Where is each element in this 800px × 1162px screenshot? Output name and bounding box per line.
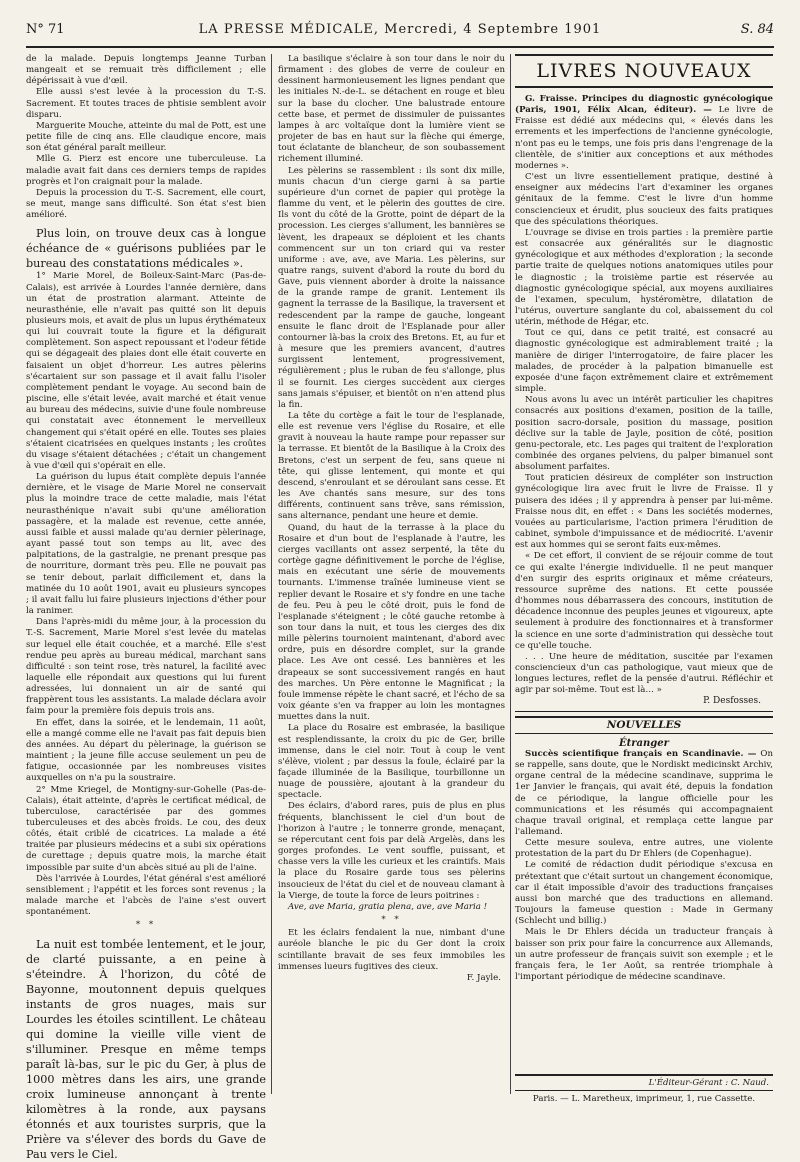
printer-credit: Paris. — L. Maretheux, imprimeur, 1, rue Cassette. bbox=[532, 1094, 756, 1104]
paragraph: Dès l'arrivée à Lourdes, l'état général s'est amélioré sensiblement ; l'appétit et les forces sont revenus ; la malade marche et l'abcès de l'aine s'est ouvert spontanément. bbox=[26, 873, 266, 918]
page-number: N° 71 bbox=[26, 22, 65, 37]
paragraph-lead: Plus loin, on trouve deux cas à longue échéance de « guérisons publiées par le bureau des constatations médicales ». bbox=[26, 227, 266, 271]
paragraph: Et les éclairs fendaient la nue, nimbant d'une auréole blanche le pic du Ger dont la croix scintillante bravait de ses feux immobiles les immenses lueurs fugitives des cieux. bbox=[278, 928, 505, 972]
paragraph: Cette mesure souleva, entre autres, une violente protestation de la part du Dr Ehlers (de Copenhague). bbox=[515, 838, 773, 860]
column-rule-1 bbox=[271, 54, 272, 1094]
paragraph: Le comité de rédaction dudit périodique s'excusa en prétextant que c'était surtout un changement économique, car il était impossible d'avoir des traductions françaises aussi bon marché que des traductions en allemand. Toujours la fameuse question : Made in Germany (Schlecht und billig.) bbox=[515, 860, 773, 927]
masthead: LA PRESSE MÉDICALE, Mercredi, 4 Septembre 1901 bbox=[198, 22, 602, 37]
paragraph: « De cet effort, il convient de se réjouir comme de tout ce qui exalte l'énergie individuelle. Il ne peut manquer d'en surgir des esprits originaux et même créateurs, ressource suprême des nations. Et cette poussée d'hommes nous débarrassera des concours, institution de décadence inconnue des peuples jeunes et vigoureux, apte seulement à produire des fonctionnaires et à transformer la science en une sorte d'administration qui dessèche tout ce qu'elle touche. bbox=[515, 551, 773, 651]
review-title: G. Fraisse. Principes du diagnostic gynécologique (Paris, 1901, Félix Alcan, éditeur). — bbox=[515, 94, 773, 116]
news-text: On se rappelle, sans doute, que le Nordiskt medicinskt Archiv, organe central de la médecine scandinave, supprima le 1er Janvier le français, qui avait été, depuis la fondation de ce périodique, la langue officielle pour les communications et les résumés qui accompagnaient chaque travail original, et remplaça cette langue par l'allemand. bbox=[515, 748, 774, 837]
paragraph: La place du Rosaire est embrasée, la basilique est resplendissante, la croix du pic de Ger, brille immense, dans le ciel noir. Tout à coup le vent s'élève, violent ; par dessus la foule, éclairé par la façade illuminée de la Basilique, tourbillonne un nuage de poussière, ajoutant à la grandeur du spectacle. bbox=[278, 723, 505, 801]
column-middle bbox=[278, 54, 505, 1078]
editor-credit: L'Éditeur-Gérant : C. Naud. bbox=[515, 1074, 773, 1091]
paragraph: Mlle G. Pierz est encore une tuberculeuse. La maladie avait fait dans ces derniers temps de rapides progrès et l'on craignait pour la malade. bbox=[26, 154, 266, 187]
paragraph: Marguerite Mouche, atteinte du mal de Pott, est une petite fille de cinq ans. Elle claudique encore, mais son état général paraît meilleur. bbox=[26, 120, 267, 154]
review-text: Le livre de Fraisse est dédié aux médecins qui, « élevés dans les errements et les imperfections de l'ancienne gynécologie, n'ont pas eu le temps, une fois pris dans l'engrenage de la clientèle, de s'initier aux conceptions et aux méthodes modernes ». bbox=[515, 105, 774, 171]
paragraph: La tête du cortège a fait le tour de l'esplanade, elle est revenue vers l'église du Rosaire, et elle gravit à nouveau la haute rampe pour repasser sur la terrasse. Et bientôt de la Basilique à la Croix des Bretons, c'est un serpent de feu, sans queue ni tête, qui glisse lentement, qui monte et qui descend, s'enroulant et se déroulant sans cesse. Et les Ave chantés sans mesure, sur des tons différents, continuent sans trêve, sans rémission, sans alternance, pendant une heure et demie. bbox=[278, 411, 505, 522]
paragraph: Quand, du haut de la terrasse à la place du Rosaire et d'un bout de l'esplanade à l'autre, les cierges vacillants ont assez serpenté, la tête du cortège gagne définitivement le porche de l'église, mais en exécutant une série de mouvements tournants. L'immense traînée lumineuse vient se replier devant le Rosaire et s'y fondre en une tache de feu. Peu à peu le côté droit, puis le fond de l'esplanade s'éteignent ; le côté gauche retombe à son tour dans la nuit, et tous les cierges des dix mille pèlerins tournoient maintenant, d'abord avec ordre, puis en désordre complet, sur la grande place. Les Ave ont cessé. Les bannières et les drapeaux se sont successivement rangés en haut des marches. Un Père entonne le Magnificat ; la foule immense répète le chant sacré, et l'écho de sa voix géante s'en va frapper au loin les montagnes muettes dans la nuit. bbox=[278, 522, 505, 723]
column-rule-2 bbox=[510, 54, 511, 1094]
news-title: Succès scientifique français en Scandinavie. — bbox=[525, 748, 757, 759]
paragraph: En effet, dans la soirée, et le lendemain, 11 août, elle a mangé comme elle ne l'avait pas fait depuis bien des années. Au départ du pèlerinage, la guérison se maintient ; la jeune fille accuse seulement un peu de fatigue, occasionnée par les nombreuses visites auxquelles on n'a pu la soustraire. bbox=[26, 717, 266, 784]
page-credits bbox=[515, 1074, 773, 1104]
paragraph: 2° Mme Kriegel, de Montigny-sur-Gohelle (Pas-de-Calais), était atteinte, d'après le certificat médical, de tuberculose, caractérisée par des gommes tuberculeuses et des abcès froids. Le cou, des deux côtés, était criblé de cicatrices. La malade a été traitée par plusieurs médecins et a subi six opérations de curettage ; depuis quatre mois, la marche était impossible par suite d'un abcès situé au pli de l'aine. bbox=[26, 784, 266, 873]
divider bbox=[515, 711, 773, 712]
review-signature: P. Desfosses. bbox=[703, 696, 761, 707]
paragraph: Elle aussi s'est levée à la procession du T.-S. Sacrement. Et toutes traces de phtisie semblent avoir disparu. bbox=[26, 87, 266, 120]
paragraph: C'est un livre essentiellement pratique, destiné à enseigner aux médecins l'art d'examiner les organes génitaux de la femme. C'est le livre d'un homme consciencieux et érudit, plus soucieux des faits pratiques que des spéculations théoriques. bbox=[515, 172, 773, 227]
paragraph: . . . Une heure de méditation, suscitée par l'examen consciencieux d'un cas pathologique, vaut mieux que de longues lectures, reflet de la pensée d'autrui. Réfléchir et agir par soi-même. Tout est là… » bbox=[515, 651, 773, 696]
paragraph: Dans l'après-midi du même jour, à la procession du T.-S. Sacrement, Marie Morel s'est levée du matelas sur lequel elle était couchée, et a marché. Elle s'est rendue peu après au bureau médical, marchant sans difficulté : son teint rose, très naturel, la facilité avec laquelle elle répondait aux questions qui lui furent adressées, lui donnaient un air de santé qui frappèrent tous les assistants. La malade déclara avoir faim pour la première fois depuis trois ans. bbox=[26, 617, 266, 717]
paragraph: L'ouvrage se divise en trois parties : la première partie est consacrée aux généralités sur le diagnostic gynécologique et aux méthodes d'exploration ; la seconde partie traite de quelques notions anatomiques utiles pour le diagnostic ; la troisième partie est réservée au diagnostic gynécologique spécial, aux moyens auxiliaires de l'examen, speculum, hystéromètre, dilatation de l'utérus, ouverture sanglante du col, abaissement du col utérin, méthode de Hégar, etc. bbox=[515, 227, 773, 328]
column-left bbox=[26, 54, 267, 1161]
section-separator: * * bbox=[135, 920, 157, 931]
column-right bbox=[515, 54, 773, 1078]
news-subsection-title: Étranger bbox=[619, 737, 669, 749]
paragraph: 1° Marie Morel, de Boileux-Saint-Marc (Pas-de-Calais), est arrivée à Lourdes l'année dernière, dans un état de prostration alarmant. Atteinte de neurasthénie, elle n'avait pas quitté son lit depuis plusieurs mois, et avait de plus un lupus érythémateux qui lui couvrait toute la figure et la défigurait complètement. Son aspect repoussant et l'odeur fétide qui se dégageait des plaies dont elle était couverte en faisaient un objet d'horreur. Les autres pèlerins s'écartaient sur son passage et il avait fallu l'isoler complètement pendant le voyage. Au second bain de piscine, elle s'était levée, avait marché et était venue au bureau des médecins, suivie d'une foule nombreuse qui constatait avec étonnement le merveilleux changement qui s'était opéré en elle. Toutes ses plaies s'étaient cicatrisées en quelques instants ; les croûtes du visage s'étaient détachées ; c'était un changement à vue d'œil qui s'opérait en elle. bbox=[26, 271, 266, 471]
paragraph: Les pèlerins se rassemblent : ils sont dix mille, munis chacun d'un cierge garni à sa partie supérieure d'un cornet de papier qui protège la flamme du vent, et le pèlerin des gouttes de cire. Ils vont du côté de la Grotte, point de départ de la procession. Les cierges s'allument, les bannières se lèvent, les drapeaux se déploient et les chants commencent sur un ton criard qui va rester uniforme : ave, ave, ave Maria. Les pèlerins, sur quatre rangs, suivent d'abord la route du bord du Gave, puis viennent aborder à droite la naissance de la grande rampe de granit. Lentement ils gagnent la terrasse de la Basilique, la traversent et redescendent par la rampe de gauche, longeant ensuite le flanc droit de l'Esplanade pour aller contourner là-bas la croix des Bretons. Et, au fur et à mesure que les premiers avancent, d'autres surgissent lentement, progressivement, régulièrement ; plus le ruban de feu s'allonge, plus il se fournit. Les cierges succèdent aux cierges sans jamais s'épuiser, et bientôt on n'en attend plus la fin. bbox=[278, 165, 505, 410]
paragraph: Des éclairs, d'abord rares, puis de plus en plus fréquents, blanchissent le ciel d'un bout de l'horizon à l'autre ; le tonnerre gronde, menaçant, se répercutant cent fois par delà Argelès, dans les gorges profondes. Le vent souffle, puissant, et chasse vers la ville les curieux et les craintifs. Mais la place du Rosaire garde tous ses pèlerins insoucieux de l'état du ciel et de nouveau clamant à la Vierge, de toute la force de leurs poitrines : bbox=[278, 801, 505, 901]
folio: S. 84 bbox=[740, 22, 774, 37]
paragraph: Tout praticien désireux de compléter son instruction gynécologique lira avec fruit le livre de Fraisse. Il y puisera des idées ; il y apprendra à penser par lui-même. Fraisse nous dit, en effet : « Dans les sociétés modernes, vouées au particularisme, l'action primera l'érudition de cabinet, symbole d'impuissance et de médiocrité. L'avenir est aux hommes qui se seront faits eux-mêmes. bbox=[515, 473, 773, 551]
section-title: LIVRES NOUVEAUX bbox=[515, 54, 773, 88]
page-header bbox=[26, 20, 774, 48]
author-signature: F. Jayle. bbox=[466, 972, 501, 983]
section-separator: * * bbox=[381, 915, 402, 926]
paragraph: Mais le Dr Ehlers décida un traducteur français à baisser son prix pour faire la concurrence aux Allemands, un autre professeur de français suivit son exemple ; et le français fera, le 1er Août, sa rentrée triomphale à l'important périodique de médecine scandinave. bbox=[515, 927, 773, 983]
chant-line: Ave, ave Maria, gratia plena, ave, ave Maria ! bbox=[288, 901, 488, 912]
news-paragraph bbox=[515, 749, 773, 838]
paragraph: La guérison du lupus était complète depuis l'année dernière, et le visage de Marie Morel ne conservait plus la moindre trace de cette maladie, mais l'état neurasthénique n'avait subi qu'une amélioration passagère, et la malade est revenue, cette année, aussi faible et aussi malade qu'au dernier pèlerinage, ayant passé tout son temps au lit, avec des palpitations, de la gastralgie, ne prenant presque pas de nourriture, dormant très peu. Elle ne pouvait pas se tenir debout, parlait difficilement et, dans la matinée du 10 août 1901, avait eu plusieurs syncopes ; il avait fallu lui faire plusieurs injections d'éther pour la ranimer. bbox=[26, 472, 266, 617]
news-section-title: NOUVELLES bbox=[515, 716, 773, 734]
paragraph: La basilique s'éclaire à son tour dans le noir du firmament : des globes de verre de couleur en dessinent harmonieusement les lignes pendant que les initiales N.-de-L. se détachent en rouge et bleu sur la base du clocher. Une balustrade entoure cette base, et permet de dissimuler de puissantes lampes à arc voltaïque dont la lumière vient se projeter de bas en haut sur la flèche qui émerge, tout éclatante de blancheur, de son soubassement richement illuminé. bbox=[278, 54, 505, 165]
paragraph-lead: La nuit est tombée lentement, et le jour, de clarté puissante, a en peine à s'éteindre. À l'horizon, du côté de Bayonne, moutonnent depuis quelques instants de gros nuages, mais sur Lourdes les étoiles scintillent. Le château qui domine la vieille ville vient de s'illuminer. Presque en même temps paraît là-bas, sur le pic du Ger, à plus de 1000 mètres dans les airs, une grande croix lumineuse annonçant à trente kilomètres à la ronde, aux paysans étonnés et aux touristes surpris, que la Prière va s'élever des bords du Gave de Pau vers le Ciel. bbox=[26, 937, 266, 1161]
review-paragraph bbox=[515, 94, 773, 172]
paragraph: Nous avons lu avec un intérêt particulier les chapitres consacrés aux positions d'examen, position de la taille, position sacro-dorsale, position du massage, position déclive sur la table de Jayle, position de côté, position genu-pectorale, etc. Les pages qui traitent de l'exploration combinée des organes pelviens, du palper bimanuel sont absolument parfaites. bbox=[515, 395, 773, 473]
paragraph: Tout ce qui, dans ce petit traité, est consacré au diagnostic gynécologique est admirablement traité ; la manière de diriger l'interrogatoire, de faire placer les malades, de procéder à la palpation bimanuelle est exposée d'une façon extrêmement claire et extrêmement simple. bbox=[515, 328, 773, 395]
paragraph: Depuis la procession du T.-S. Sacrement, elle court, se meut, mange sans difficulté. Son état s'est bien amélioré. bbox=[26, 187, 266, 221]
paragraph: de la malade. Depuis longtemps Jeanne Turban mangeait et se remuait très difficilement ; elle dépérissait à vue d'œil. bbox=[26, 54, 266, 87]
